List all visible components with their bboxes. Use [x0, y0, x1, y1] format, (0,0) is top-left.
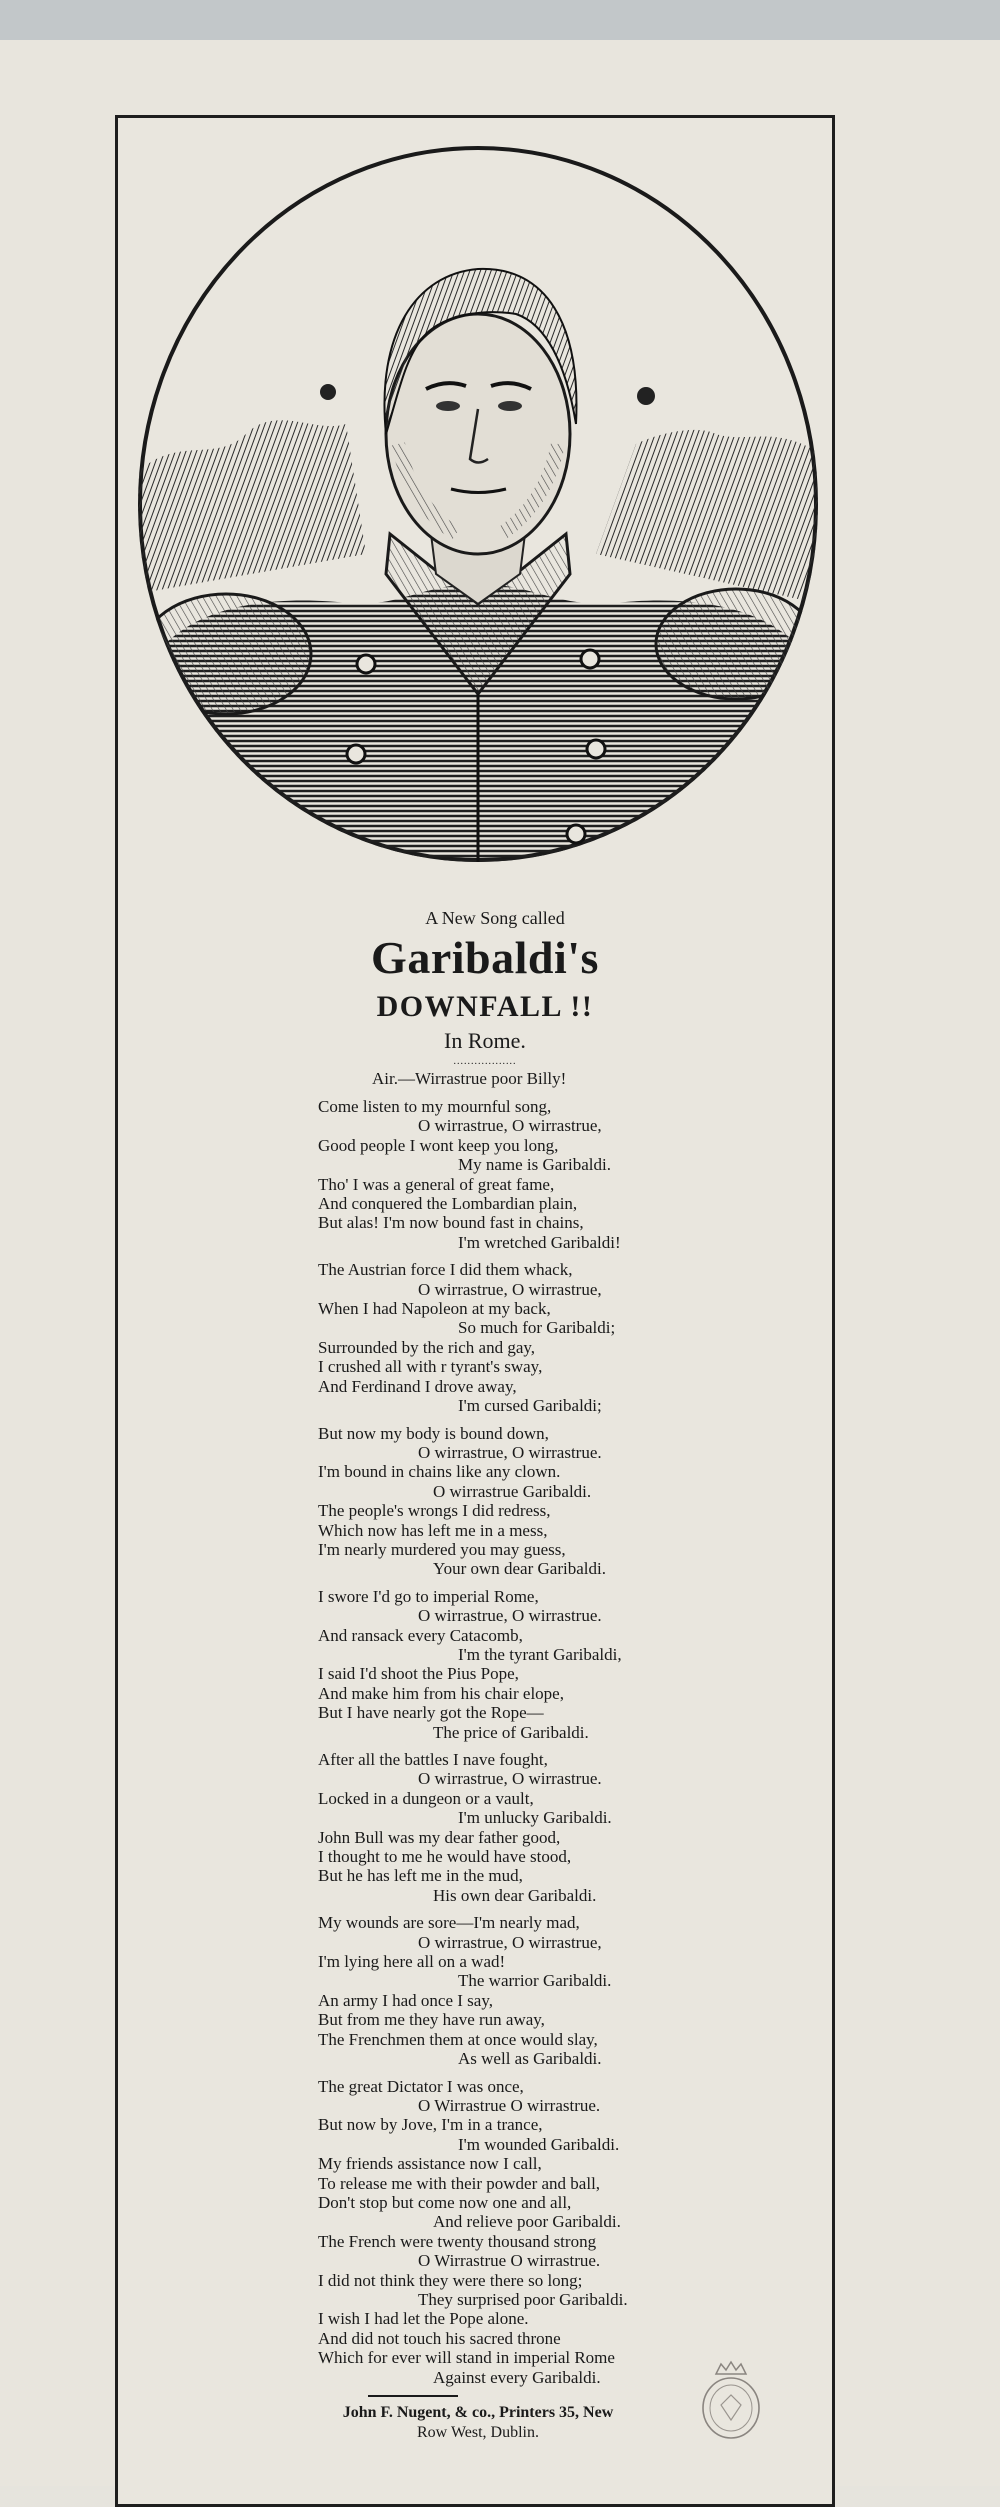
broadside-sheet	[0, 40, 1000, 2486]
verse-line: But alas! I'm now bound fast in chains,	[318, 1213, 584, 1233]
song-title: Garibaldi's	[371, 932, 599, 983]
printer-line-2: Row West, Dublin.	[417, 2424, 539, 2441]
verse-line: The price of Garibaldi.	[433, 1722, 589, 1742]
verse-line: I'm wretched Garibaldi!	[458, 1232, 621, 1252]
verse-line: And did not touch his sacred throne	[318, 2328, 561, 2348]
song-text-block	[118, 908, 832, 2443]
verse-line: I said I'd shoot the Pius Pope,	[318, 1664, 519, 1684]
verse-line: Locked in a dungeon or a vault,	[318, 1788, 534, 1808]
verse-line: Which now has left me in a mess,	[318, 1520, 548, 1540]
verse-line: The Frenchmen them at once would slay,	[318, 2029, 598, 2049]
verse-line: I'm cursed Garibaldi;	[458, 1396, 602, 1416]
verse-line: And make him from his chair elope,	[318, 1683, 564, 1703]
verse-line: But I have nearly got the Rope—	[318, 1703, 544, 1723]
verse-line: So much for Garibaldi;	[458, 1318, 616, 1338]
verse-line: O wirrastrue, O wirrastrue.	[418, 1442, 602, 1462]
verse-line: And Ferdinand I drove away,	[318, 1376, 517, 1396]
verse	[318, 1424, 758, 1579]
verse	[318, 1913, 758, 2068]
verse	[318, 1097, 758, 1252]
verse-line: My wounds are sore—I'm nearly mad,	[318, 1913, 580, 1933]
verse-line: As well as Garibaldi.	[458, 2049, 602, 2069]
verse-line: The people's wrongs I did redress,	[318, 1501, 551, 1521]
verse-line: I'm bound in chains like any clown.	[318, 1462, 561, 1482]
verse-line: And conquered the Lombardian plain,	[318, 1194, 578, 1214]
verse-line: But now my body is bound down,	[318, 1423, 549, 1443]
verse-line: The Austrian force I did them whack,	[318, 1260, 573, 1280]
verse-line: I'm unlucky Garibaldi.	[458, 1808, 612, 1828]
verse-line: My name is Garibaldi.	[458, 1155, 611, 1175]
verse-line: I'm lying here all on a wad!	[318, 1952, 506, 1972]
verse-line: I did not think they were there so long;	[318, 2270, 583, 2290]
printer-imprint	[268, 2403, 688, 2443]
verse-line: To release me with their powder and ball,	[318, 2173, 601, 2193]
song-place: In Rome.	[444, 1028, 526, 1053]
rule-divider	[368, 2395, 458, 2397]
verse-line: I thought to me he would have stood,	[318, 1847, 572, 1867]
verse-line: John Bull was my dear father good,	[318, 1827, 561, 1847]
verse-line: I swore I'd go to imperial Rome,	[318, 1586, 539, 1606]
air-tune-line: Air.—Wirrastrue poor Billy!	[372, 1069, 567, 1088]
verse-line: I crushed all with r tyrant's sway,	[318, 1357, 543, 1377]
library-stamp-seal	[696, 2360, 766, 2440]
verse-line: And relieve poor Garibaldi.	[433, 2212, 621, 2232]
printer-line-1: John F. Nugent, & co., Printers 35, New	[342, 2404, 614, 2421]
verse-line: They surprised poor Garibaldi.	[418, 2289, 628, 2309]
song-subtitle: DOWNFALL !!	[376, 990, 594, 1023]
verse-line: Against every Garibaldi.	[433, 2367, 601, 2387]
verse-line: O wirrastrue, O wirrastrue,	[418, 1932, 602, 1952]
verse-line: O wirrastrue, O wirrastrue,	[418, 1116, 602, 1136]
verse	[318, 1587, 758, 1742]
dotted-divider: ..................	[453, 1056, 517, 1067]
verse-line: His own dear Garibaldi.	[433, 1885, 597, 1905]
verse-line: But from me they have run away,	[318, 2010, 545, 2030]
verse-line: O Wirrastrue O wirrastrue.	[418, 2095, 601, 2115]
verse	[318, 1750, 758, 1905]
garibaldi-portrait-engraving	[136, 134, 820, 864]
verse	[318, 2077, 758, 2388]
verse-line: I'm nearly murdered you may guess,	[318, 1539, 566, 1559]
verse-line: I wish I had let the Pope alone.	[318, 2309, 529, 2329]
verse-line: I'm the tyrant Garibaldi,	[458, 1644, 622, 1664]
verse-line: Surrounded by the rich and gay,	[318, 1337, 536, 1357]
verse-line: Good people I wont keep you long,	[318, 1135, 559, 1155]
verse-line: O wirrastrue, O wirrastrue.	[418, 1606, 602, 1626]
verse-line: O Wirrastrue O wirrastrue.	[418, 2251, 601, 2271]
verse-line: But he has left me in the mud,	[318, 1866, 523, 1886]
verse-line: The warrior Garibaldi.	[458, 1971, 612, 1991]
verse-line: O wirrastrue Garibaldi.	[433, 1481, 592, 1501]
intro-line: A New Song called	[425, 908, 565, 928]
verse	[318, 1260, 758, 1415]
verse-line: The great Dictator I was once,	[318, 2076, 524, 2096]
verse-line: But now by Jove, I'm in a trance,	[318, 2115, 543, 2135]
verse-line: After all the battles I nave fought,	[318, 1750, 548, 1769]
verse-line: When I had Napoleon at my back,	[318, 1299, 551, 1319]
verse-line: An army I had once I say,	[318, 1990, 493, 2010]
verse-line: Come listen to my mournful song,	[318, 1097, 552, 1116]
verse-line: The French were twenty thousand strong	[318, 2231, 597, 2251]
verses-container	[318, 1097, 758, 2387]
verse-line: Don't stop but come now one and all,	[318, 2192, 572, 2212]
broadside-frame	[115, 115, 835, 2507]
verse-line: O wirrastrue, O wirrastrue.	[418, 1769, 602, 1789]
verse-line: Which for ever will stand in imperial Rome	[318, 2348, 615, 2368]
verse-line: My friends assistance now I call,	[318, 2154, 542, 2174]
verse-line: And ransack every Catacomb,	[318, 1625, 523, 1645]
verse-line: I'm wounded Garibaldi.	[458, 2134, 620, 2154]
verse-line: Tho' I was a general of great fame,	[318, 1174, 555, 1194]
scan-background-strip	[0, 0, 1000, 40]
verse-line: O wirrastrue, O wirrastrue,	[418, 1279, 602, 1299]
verse-line: Your own dear Garibaldi.	[433, 1559, 606, 1579]
